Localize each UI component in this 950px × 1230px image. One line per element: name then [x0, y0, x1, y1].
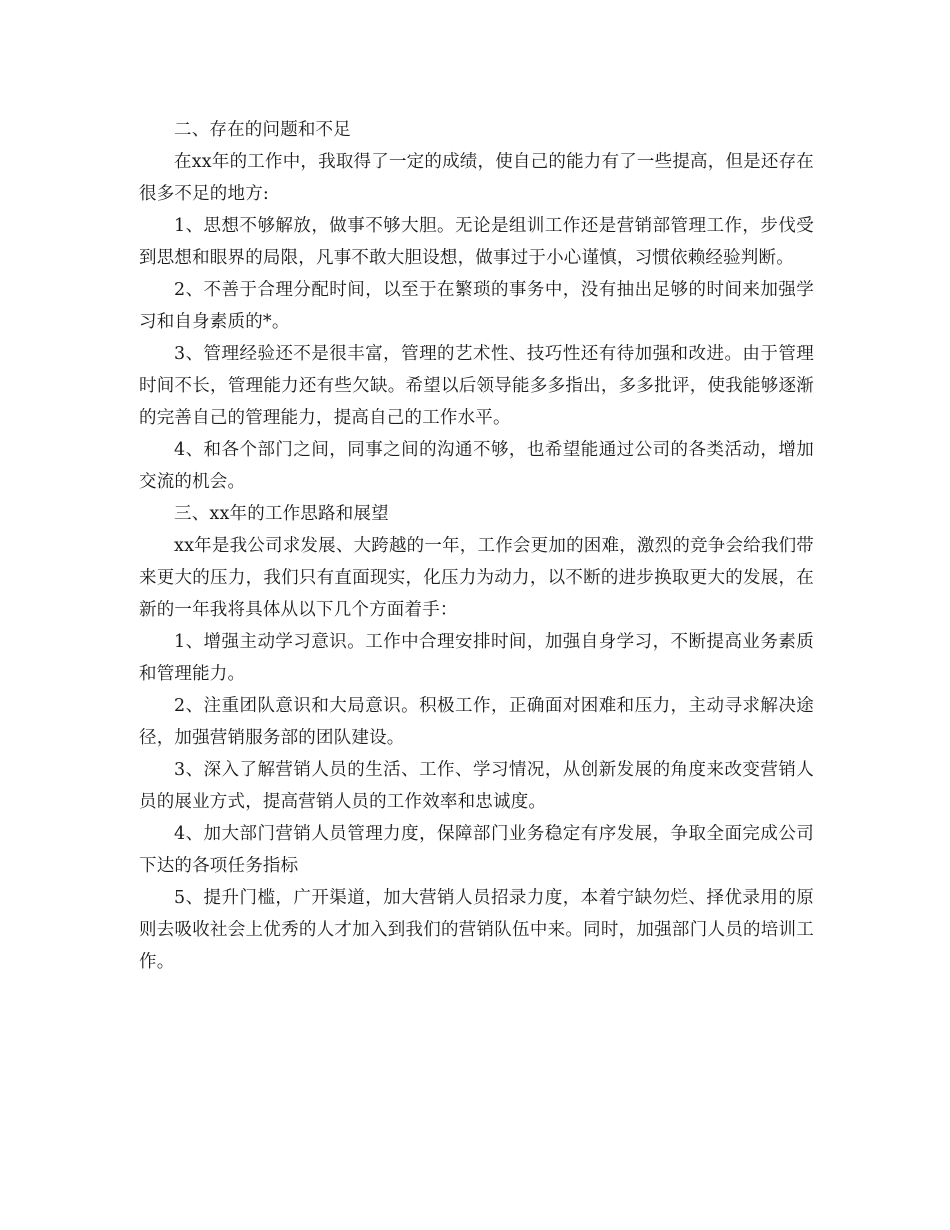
paragraph-plan-5: 5、提升门槛，广开渠道，加大营销人员招录力度，本着宁缺勿烂、择优录用的原则去吸收社会上优秀的人才加入到我们的营销队伍中来。同时，加强部门人员的培训工作。	[139, 888, 814, 972]
paragraph-intro: 在xx年的工作中，我取得了一定的成绩，使自己的能力有了一些提高，但是还存在很多不足的地方:	[139, 152, 814, 204]
paragraph-problem-2: 2、不善于合理分配时间，以至于在繁琐的事务中，没有抽出足够的时间来加强学习和自身素质的*。	[139, 280, 814, 332]
paragraph-plan-3: 3、深入了解营销人员的生活、工作、学习情况，从创新发展的角度来改变营销人员的展业方式，提高营销人员的工作效率和忠诚度。	[139, 760, 814, 812]
document-body	[139, 114, 814, 978]
paragraph-problem-4: 4、和各个部门之间，同事之间的沟通不够，也希望能通过公司的各类活动，增加交流的机会。	[139, 440, 814, 492]
paragraph-problem-1: 1、思想不够解放，做事不够大胆。无论是组训工作还是营销部管理工作，步伐受到思想和眼界的局限，凡事不敢大胆设想，做事过于小心谨慎，习惯依赖经验判断。	[139, 216, 814, 268]
section-heading-problems: 二、存在的问题和不足	[174, 120, 351, 140]
paragraph-plan-1: 1、增强主动学习意识。工作中合理安排时间，加强自身学习，不断提高业务素质和管理能力。	[139, 632, 814, 684]
paragraph-problem-3: 3、管理经验还不是很丰富，管理的艺术性、技巧性还有待加强和改进。由于管理时间不长，管理能力还有些欠缺。希望以后领导能多多指出，多多批评，使我能够逐渐的完善自己的管理能力，提高自己的工作水平。	[139, 344, 814, 428]
paragraph-outlook-intro: xx年是我公司求发展、大跨越的一年，工作会更加的困难，激烈的竞争会给我们带来更大的压力，我们只有直面现实，化压力为动力，以不断的进步换取更大的发展，在新的一年我将具体从以下几个方面着手：	[139, 536, 814, 620]
section-heading-outlook: 三、xx年的工作思路和展望	[174, 504, 389, 524]
paragraph-plan-2: 2、注重团队意识和大局意识。积极工作，正确面对困难和压力，主动寻求解决途径，加强营销服务部的团队建设。	[139, 696, 814, 748]
paragraph-plan-4: 4、加大部门营销人员管理力度，保障部门业务稳定有序发展，争取全面完成公司下达的各项任务指标	[139, 824, 814, 876]
